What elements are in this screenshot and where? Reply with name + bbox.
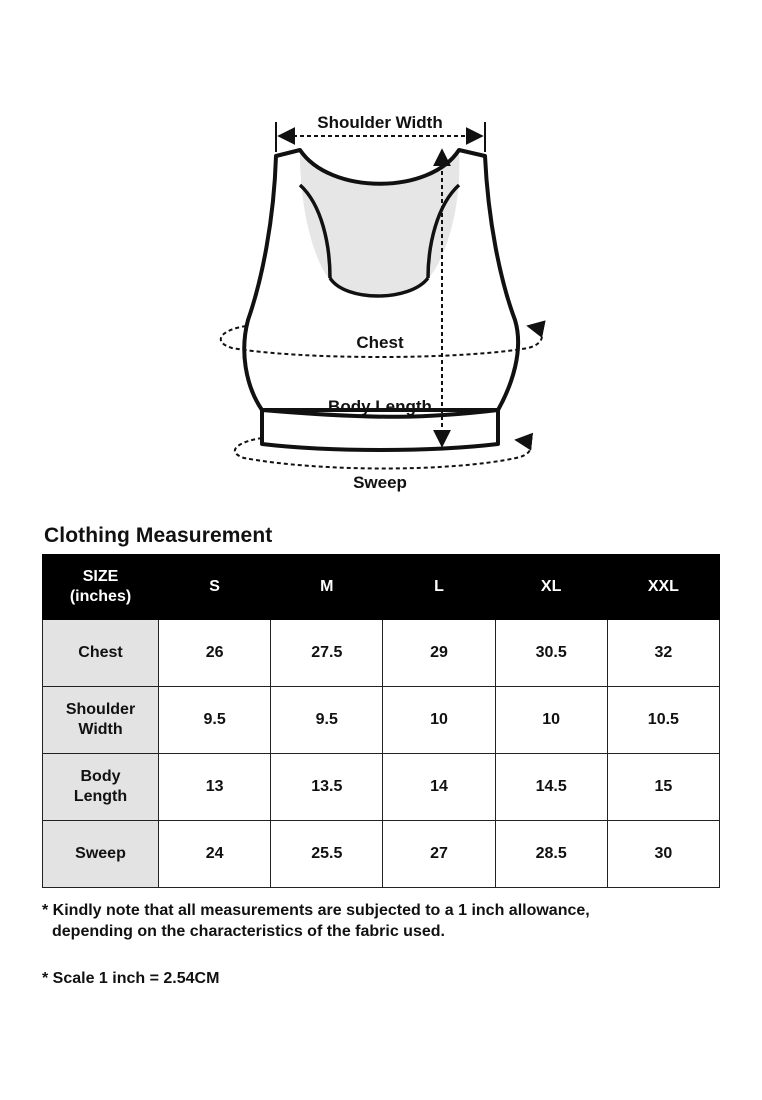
sweep-label: Sweep [353,473,407,492]
row-label: Chest [43,620,159,687]
section-title: Clothing Measurement [44,524,273,547]
table-row [43,821,720,888]
table-cell: 13 [159,754,271,821]
scale-note: * Scale 1 inch = 2.54CM [42,970,220,987]
table-row [43,687,720,754]
row-label: Body Length [43,754,159,821]
table-cell: 14 [383,754,495,821]
table-row [43,754,720,821]
corner-header: SIZE (inches) [43,555,159,620]
sports-bra-diagram [0,0,762,510]
table-cell: 10 [495,687,607,754]
table-cell: 14.5 [495,754,607,821]
body-length-label: Body Length [328,397,432,416]
table-cell: 24 [159,821,271,888]
size-header: L [383,555,495,620]
table-header-row [43,555,720,620]
size-table [42,554,720,888]
table-cell: 29 [383,620,495,687]
row-label: Shoulder Width [43,687,159,754]
table-cell: 25.5 [271,821,383,888]
table-cell: 27.5 [271,620,383,687]
table-cell: 15 [607,754,719,821]
garment-diagram [0,0,762,510]
allowance-note [42,900,742,942]
table-cell: 10 [383,687,495,754]
allowance-note-line2: depending on the characteristics of the fabric used. [52,923,445,940]
allowance-note-line1: * Kindly note that all measurements are subjected to a 1 inch allowance, [42,902,590,919]
table-cell: 30.5 [495,620,607,687]
table-cell: 28.5 [495,821,607,888]
waistband [262,410,498,450]
table-cell: 26 [159,620,271,687]
table-cell: 27 [383,821,495,888]
table-cell: 30 [607,821,719,888]
size-header: XXL [607,555,719,620]
size-header: XL [495,555,607,620]
table-row [43,620,720,687]
shoulder-width-label: Shoulder Width [317,113,443,132]
row-label: Sweep [43,821,159,888]
chest-label: Chest [356,333,404,352]
table-cell: 10.5 [607,687,719,754]
table-cell: 9.5 [271,687,383,754]
size-header: S [159,555,271,620]
table-cell: 9.5 [159,687,271,754]
size-header: M [271,555,383,620]
table-cell: 32 [607,620,719,687]
table-cell: 13.5 [271,754,383,821]
